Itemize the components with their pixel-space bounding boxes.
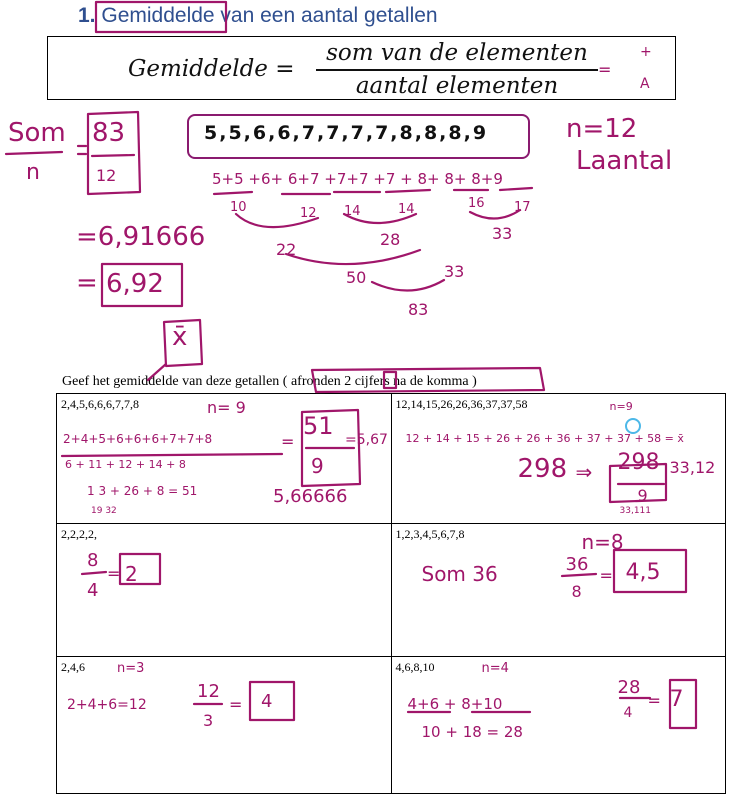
total-sum: 83 [408,300,429,319]
pair-sum-6: 17 [514,200,531,215]
formula-note-num: + [640,44,652,60]
cell-decimal: 5,66666 [273,486,348,507]
cell-arrow: ⇒ [575,460,593,484]
cell-work-1: 12 + 14 + 15 + 26 + 26 + 36 + 37 + 37 + 58 = x̄ [405,432,684,445]
sum-count-box [88,112,140,194]
cell-frac-num: 36 [565,554,589,575]
cell-n: n=8 [581,530,624,554]
cell-approx: =5,67 [345,432,388,448]
level2-sum-2: 28 [380,230,401,249]
cell4-fraction-bar [562,574,596,576]
som-fraction-bar [6,152,62,154]
cell-sum: 2+4+6=12 [67,697,147,713]
cell-frac-den: 4 [87,580,99,601]
cell-frac-num: 28 [617,677,641,698]
cell-frac-num: 51 [303,412,334,440]
cell-n: n=9 [609,400,633,413]
cell-work-4: 19 32 [91,506,117,516]
cell-work-3: 1 3 + 26 + 8 = 51 [87,484,198,498]
pair-underlines [214,188,532,194]
cell6-result-box [670,680,696,728]
level3-sum-2: 33 [444,262,465,281]
cell-result: 4,5 [625,560,661,585]
pair-sum-4: 14 [398,202,415,217]
equals-sign: = [76,268,98,298]
cell1-underline [62,454,282,456]
level2-sum-1: 22 [276,240,297,259]
arc-1 [236,214,318,227]
cell-decimal: 33,111 [619,506,651,516]
pair-sum-2: 12 [300,206,317,221]
cell3-result-box [120,554,160,584]
n-equals: n=12 [566,114,638,144]
pair-sum-1: 10 [230,200,247,215]
result-box [102,264,182,306]
section-number: 1. [78,4,96,27]
cell-frac-den: 4 [623,705,633,721]
xbar-symbol: x̄ [172,322,188,352]
example-sequence: 5,5,6,6,7,7,7,7,8,8,8,9 [204,122,489,144]
arc-3 [470,210,520,219]
cell-frac-den: 9 [311,454,324,478]
cell-sum: 298 [517,454,568,484]
cell-frac-den: 3 [203,711,214,730]
result-value: 6,92 [106,269,164,299]
sum-value: 83 [92,118,126,148]
xbar-pointer [148,364,166,380]
instruction-text: Geef het gemiddelde van deze getallen ( afronden 2 cijfers na de komma ) [62,374,477,389]
aantal-label: Laantal [576,146,673,176]
cell-numbers: 2,2,2,2, [61,527,97,541]
cell-frac-num: 8 [87,550,99,571]
cell-result: 33,12 [669,458,716,477]
cell5-result-box [250,682,294,720]
cell-result: 4 [261,691,273,712]
pair-sum-3: 14 [344,204,361,219]
som-label: Som [8,118,66,148]
formula-note-eq: = [598,60,612,79]
formula-note-den: A [640,76,650,92]
cell-frac-den: 8 [571,582,582,601]
pair-sum-5: 16 [468,196,485,211]
n-label: n [26,160,40,185]
cell-eq: = [281,432,295,451]
arc-4 [286,250,420,264]
highlight-circle [626,419,640,433]
formula-lhs: Gemiddelde = [128,56,295,82]
cell3-fraction-bar [82,572,106,574]
xbar-box [164,320,202,366]
cell-som: Som 36 [421,562,498,586]
cell-eq: = [229,695,243,714]
digit-highlight [384,372,396,388]
cell-work-1: 2+4+5+6+6+6+7+7+8 [63,432,213,446]
cell-frac-num: 12 [197,681,220,702]
cell-n: n=3 [117,661,145,676]
cell-result: 7 [669,687,684,712]
cell-work-2: 10 + 18 = 28 [421,723,523,741]
cell-n: n= 9 [207,398,246,417]
cell-result: 2 [125,562,138,586]
cell-work-2: 6 + 11 + 12 + 14 + 8 [65,458,186,471]
cell-n: n=4 [481,661,509,676]
pair-work: 5+5 +6+ 6+7 +7+7 +7 + 8+ 8+ 8+9 [212,170,503,188]
cell-eq: = [107,564,121,583]
cell-frac-num: 298 [617,450,660,475]
arc-5 [372,280,444,291]
formula-denominator: aantal elementen [355,73,559,99]
sum-count-bar [92,155,134,156]
cell-numbers: 1,2,3,4,5,6,7,8 [395,527,465,541]
cell-numbers: 4,6,8,10 [395,660,435,674]
level2-sum-3: 33 [492,224,513,243]
section-title: Gemiddelde van een aantal getallen [101,4,438,27]
level3-sum-1: 50 [346,268,367,287]
formula-numerator: som van de elementen [326,40,588,66]
cell4-result-box [614,550,686,592]
cell-numbers: 2,4,6 [61,660,85,674]
heading-highlight-box [96,2,226,32]
cell-work-1: 4+6 + 8+10 [407,695,503,713]
cell-eq: = [647,691,661,710]
cell-frac-den: 9 [637,486,648,505]
approx-value: =6,91666 [76,222,206,252]
cell-eq: = [599,566,613,585]
count-value: 12 [96,166,117,185]
arc-2 [344,214,416,223]
instruction-highlight [312,368,544,392]
cell-numbers: 12,14,15,26,26,36,37,37,58 [395,397,528,411]
equals-mark [78,146,86,154]
cell-numbers: 2,4,5,6,6,6,7,7,8 [61,397,139,411]
